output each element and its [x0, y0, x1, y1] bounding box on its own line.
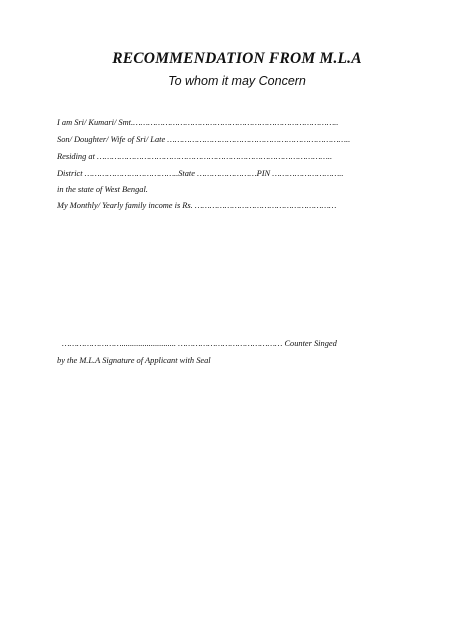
document-title: RECOMMENDATION FROM M.L.A: [112, 50, 362, 67]
field-relation-line: Son/ Doughter/ Wife of Sri/ Late ………………………………………………………………..: [57, 135, 351, 144]
state-note-line: in the state of West Bengal.: [57, 185, 148, 194]
field-residing-line: Residing at …………………………………………………………………………………..: [57, 152, 333, 161]
field-name-line: I am Sri/ Kumari/ Smt.………………………………………………………………………..: [57, 118, 339, 127]
signature-note: by the M.L.A Signature of Applicant with Seal: [57, 356, 211, 365]
document-subtitle: To whom it may Concern: [168, 74, 306, 88]
field-income-line: My Monthly/ Yearly family income is Rs. …………………………………………………: [57, 201, 337, 210]
field-district-state-pin-line: District ………………………………..State ……………………PIN ………………………..: [57, 169, 344, 178]
signature-line: …………………….......................... …………………………………… Counter Singed: [62, 339, 337, 348]
